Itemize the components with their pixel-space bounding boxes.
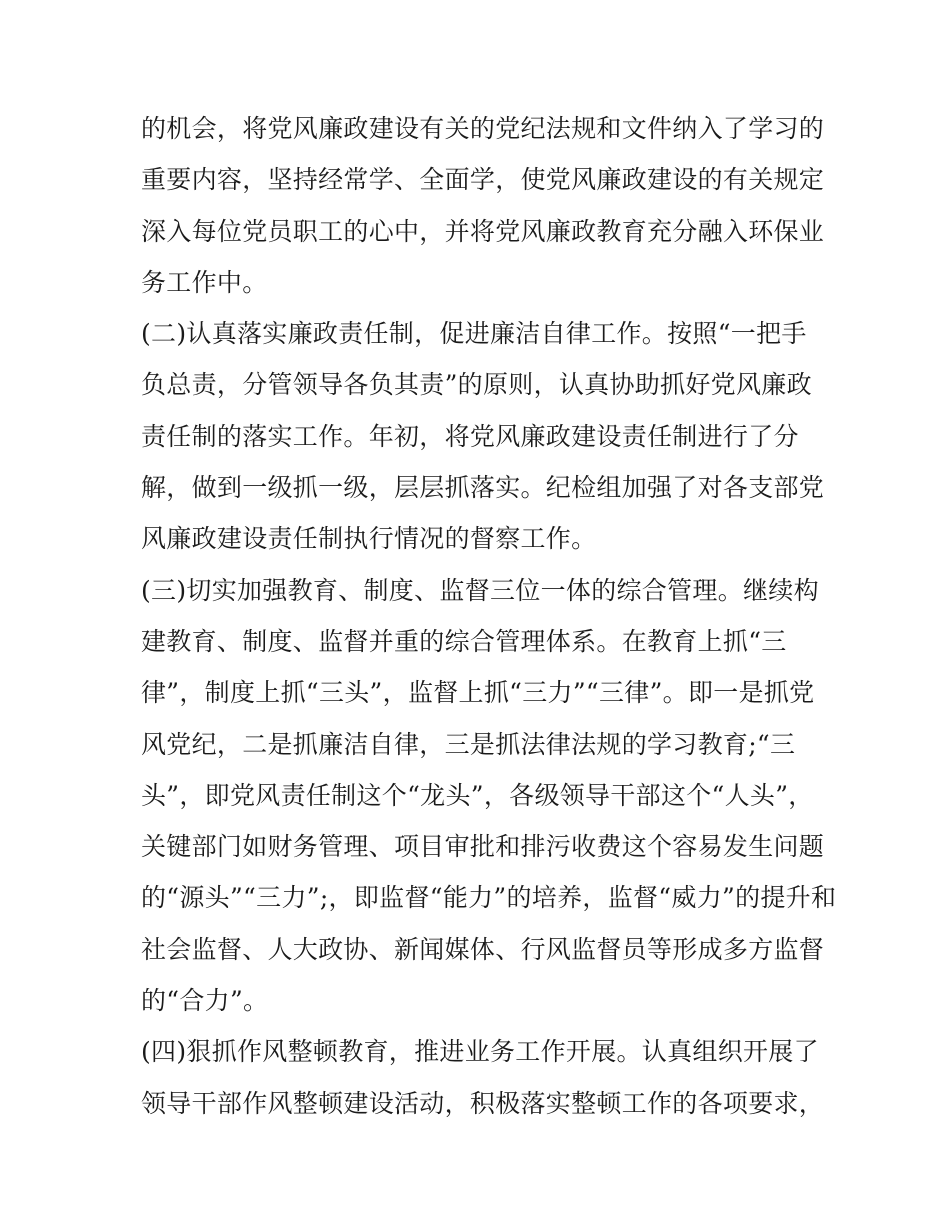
section-heading-line: (三)切实加强教育、制度、监督三位一体的综合管理。继续构 (141, 575, 819, 605)
text-line: 的“源头”“三力”;，即监督“能力”的培养，监督“威力”的提升和 (141, 883, 837, 913)
document-body (141, 103, 837, 1129)
text-line: 的机会，将党风廉政建设有关的党纪法规和文件纳入了学习的 (141, 114, 825, 143)
text-line: 建教育、制度、监督并重的综合管理体系。在教育上抓“三 (141, 626, 787, 656)
text-line: 社会监督、人大政协、新闻媒体、行风监督员等形成多方监督 (141, 934, 825, 964)
text-line: 风党纪，二是抓廉洁自律，三是抓法律法规的学习教育;“三 (141, 729, 796, 759)
text-line: 负总责，分管领导各负其责”的原则，认真协助抓好党风廉政 (141, 370, 812, 400)
text-line: 关键部门如财务管理、项目审批和排污收费这个容易发生问题 (141, 832, 825, 862)
section-heading-line: (四)狠抓作风整顿教育，推进业务工作开展。认真组织开展了 (141, 1037, 819, 1067)
text-line: 律”，制度上抓“三头”，监督上抓“三力”“三律”。即一是抓党 (141, 678, 815, 708)
text-line: 的“合力”。 (141, 986, 269, 1016)
text-line: 解，做到一级抓一级，层层抓落实。纪检组加强了对各支部党 (141, 473, 825, 503)
text-line: 风廉政建设责任制执行情况的督察工作。 (141, 524, 597, 554)
text-line: 责任制的落实工作。年初，将党风廉政建设责任制进行了分 (141, 421, 799, 451)
text-line: 领导干部作风整顿建设活动，积极落实整顿工作的各项要求， (141, 1088, 825, 1118)
text-line: 务工作中。 (141, 267, 268, 297)
text-line: 深入每位党员职工的心中，并将党风廉政教育充分融入环保业 (141, 216, 825, 246)
text-line: 重要内容，坚持经常学、全面学，使党风廉政建设的有关规定 (141, 165, 825, 195)
text-line: 头”，即党风责任制这个“龙头”，各级领导干部这个“人头”， (141, 780, 814, 810)
section-heading-line: (二)认真落实廉政责任制，促进廉洁自律工作。按照“一把手 (141, 319, 807, 349)
